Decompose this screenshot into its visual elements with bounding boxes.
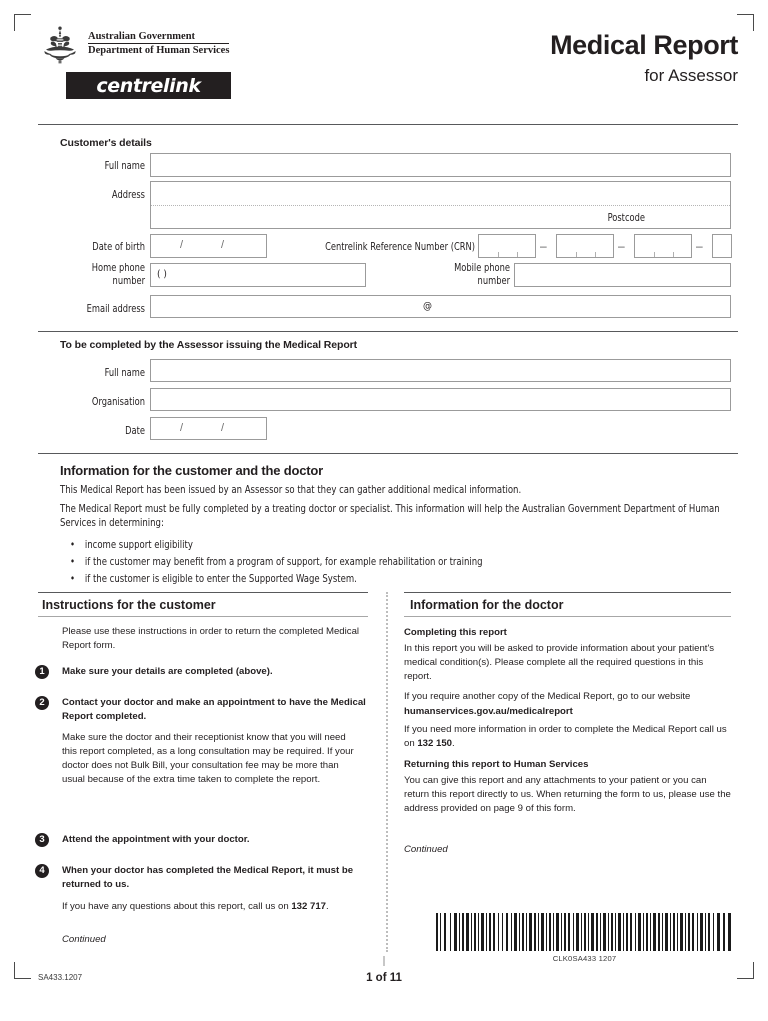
customer-column-continued: Continued — [62, 934, 106, 945]
doctor-paragraph-3-prefix: If you need more information in order to complete the Medical Report call us on — [404, 724, 727, 749]
info-divider-rule — [38, 453, 738, 454]
crn-tick — [576, 252, 577, 257]
column-divider — [386, 592, 388, 952]
info-bullet-1-text: income support eligibility — [84, 540, 193, 551]
info-bullet-3-text: if the customer is eligible to enter the Supported Wage System. — [84, 574, 357, 585]
customer-address-label: Address — [111, 189, 145, 201]
crn-label: Centrelink Reference Number (CRN) — [325, 241, 475, 253]
barcode-image — [436, 913, 733, 951]
customer-full-name-input[interactable] — [150, 153, 731, 177]
bullet-glyph: • — [70, 557, 76, 568]
customer-column-top-rule — [38, 592, 368, 593]
home-phone-label-line1: Home phone — [91, 262, 145, 274]
step-4-body-text — [62, 900, 367, 914]
step-3-bold-text: Attend the appointment with your doctor. — [62, 834, 250, 845]
australian-coat-of-arms-icon — [38, 25, 82, 65]
email-address-input[interactable] — [150, 295, 731, 318]
header-divider-rule — [38, 124, 738, 125]
step-4-bold-text: When your doctor has completed the Medical Report, it must be returned to us. — [62, 865, 354, 890]
barcode-block — [436, 913, 733, 963]
home-phone-label-line2: number — [112, 275, 145, 287]
crop-mark-top-right — [737, 14, 754, 31]
form-id-footer: SA433.1207 — [38, 973, 83, 982]
doctor-subheading-completing: Completing this report — [404, 627, 507, 638]
customer-column-heading-rule — [38, 616, 368, 617]
info-section-heading: Information for the customer and the doctor — [60, 463, 323, 478]
crn-group-1-input[interactable] — [478, 234, 536, 258]
crn-separator-2: – — [618, 239, 625, 253]
assessor-date-slash-1: / — [180, 422, 184, 434]
doctor-paragraph-1: In this report you will be asked to provide information about your patient's medical condition(s). Please complete all the required questions in this report. — [404, 643, 715, 682]
document-title-block — [550, 32, 738, 84]
government-wordmark — [88, 28, 229, 57]
customer-column-intro: Please use these instructions in order to return the completed Medical Report form. — [62, 626, 360, 651]
dob-slash-1: / — [180, 239, 184, 251]
crn-group-2-input[interactable] — [556, 234, 614, 258]
government-line-1: Australian Government — [88, 31, 229, 44]
customer-full-name-label: Full name — [104, 160, 145, 172]
doctor-subheading-returning: Returning this report to Human Services — [404, 759, 589, 770]
assessor-full-name-input[interactable] — [150, 359, 731, 382]
assessor-date-label: Date — [125, 425, 145, 437]
customer-phone-number: 132 717 — [291, 901, 327, 912]
email-at-symbol: @ — [423, 301, 432, 312]
step-2-bold-text: Contact your doctor and make an appointment to have the Medical Report completed. — [62, 697, 366, 722]
email-address-label: Email address — [86, 303, 145, 315]
bullet-glyph: • — [70, 574, 76, 585]
brand-block — [38, 28, 231, 99]
page-header — [38, 28, 738, 114]
doctor-paragraph-2: If you require another copy of the Medical Report, go to our website — [404, 691, 691, 702]
address-line-separator — [151, 205, 730, 206]
doctor-paragraph-3 — [404, 723, 732, 751]
centrelink-logo — [66, 72, 231, 99]
step-4-number: 4 — [35, 864, 49, 878]
crn-group-3-input[interactable] — [634, 234, 692, 258]
customer-dob-input[interactable] — [150, 234, 267, 258]
info-bullet-3 — [70, 573, 721, 587]
step-1-bold-text: Make sure your details are completed (above). — [62, 666, 273, 677]
info-bullet-1 — [70, 539, 721, 553]
bullet-glyph: • — [70, 540, 76, 551]
home-phone-area-code-brackets: ( ) — [157, 269, 167, 280]
page-number-footer: 1 of 11 — [366, 972, 402, 984]
info-bullet-2-text: if the customer may benefit from a program of support, for example rehabilitation or training — [84, 557, 483, 568]
doctor-column-top-rule — [404, 592, 731, 593]
mobile-phone-label-line1: Mobile phone — [454, 262, 510, 274]
centrelink-wordmark: centrelink — [96, 74, 201, 97]
government-line-2: Department of Human Services — [88, 45, 230, 57]
info-bullet-2 — [70, 556, 721, 570]
step-2-body-text: Make sure the doctor and their receptionist know that you will need this report completed, as a long consultation may be required. If your doctor does not Bulk Bill, your consultation fee may be more than usual because of the extra time taken to complete the report. — [62, 732, 354, 785]
info-paragraph-2: The Medical Report must be fully completed by a treating doctor or specialist. This information will help the Australian Government Department of Human Services in determining: — [60, 504, 720, 530]
assessor-divider-rule — [38, 331, 738, 332]
postcode-label: Postcode — [607, 212, 645, 224]
crn-tick — [498, 252, 499, 257]
doctor-phone-number: 132 150 — [417, 738, 453, 749]
assessor-organisation-input[interactable] — [150, 388, 731, 411]
doctor-column-heading-rule — [404, 616, 731, 617]
mobile-phone-input[interactable] — [514, 263, 731, 287]
assessor-organisation-label: Organisation — [91, 396, 145, 408]
step-3-number: 3 — [35, 833, 49, 847]
crn-tick — [517, 252, 518, 257]
step-4-body-suffix: . — [326, 901, 329, 912]
step-1-number: 1 — [35, 665, 49, 679]
crn-tick — [654, 252, 655, 257]
page-title: Medical Report — [550, 30, 738, 60]
info-paragraph-1: This Medical Report has been issued by an Assessor so that they can gather additional medical information. — [60, 485, 522, 496]
dob-slash-2: / — [221, 239, 225, 251]
crn-tick — [595, 252, 596, 257]
customer-column-heading: Instructions for the customer — [42, 598, 216, 612]
crop-mark-top-left — [14, 14, 31, 31]
crn-tick — [673, 252, 674, 257]
doctor-website-link[interactable]: humanservices.gov.au/medicalreport — [404, 706, 573, 717]
doctor-column-continued: Continued — [404, 844, 448, 855]
crn-separator-1: – — [540, 239, 547, 253]
crn-separator-3: – — [696, 239, 703, 253]
barcode-label: CLK0SA433 1207 — [552, 954, 617, 963]
assessor-section-heading: To be completed by the Assessor issuing the Medical Report — [60, 339, 358, 351]
footer-registration-mark — [383, 956, 385, 966]
assessor-full-name-label: Full name — [104, 367, 145, 379]
customer-dob-label: Date of birth — [92, 241, 145, 253]
page-subtitle: for Assessor — [644, 66, 738, 85]
doctor-paragraph-3-suffix: . — [452, 738, 455, 749]
assessor-date-slash-2: / — [221, 422, 225, 434]
step-2-number: 2 — [35, 696, 49, 710]
step-4-body-prefix: If you have any questions about this report, call us on — [62, 901, 292, 912]
mobile-phone-label-line2: number — [477, 275, 510, 287]
crn-group-4-input[interactable] — [712, 234, 732, 258]
customer-details-heading: Customer's details — [60, 137, 152, 149]
doctor-column-heading: Information for the doctor — [410, 598, 564, 612]
home-phone-input[interactable] — [150, 263, 366, 287]
doctor-paragraph-4: You can give this report and any attachments to your patient or you can return this report directly to us. When returning the form to us, please use the address provided on page 9 of this form. — [404, 775, 731, 814]
assessor-date-input[interactable] — [150, 417, 267, 440]
